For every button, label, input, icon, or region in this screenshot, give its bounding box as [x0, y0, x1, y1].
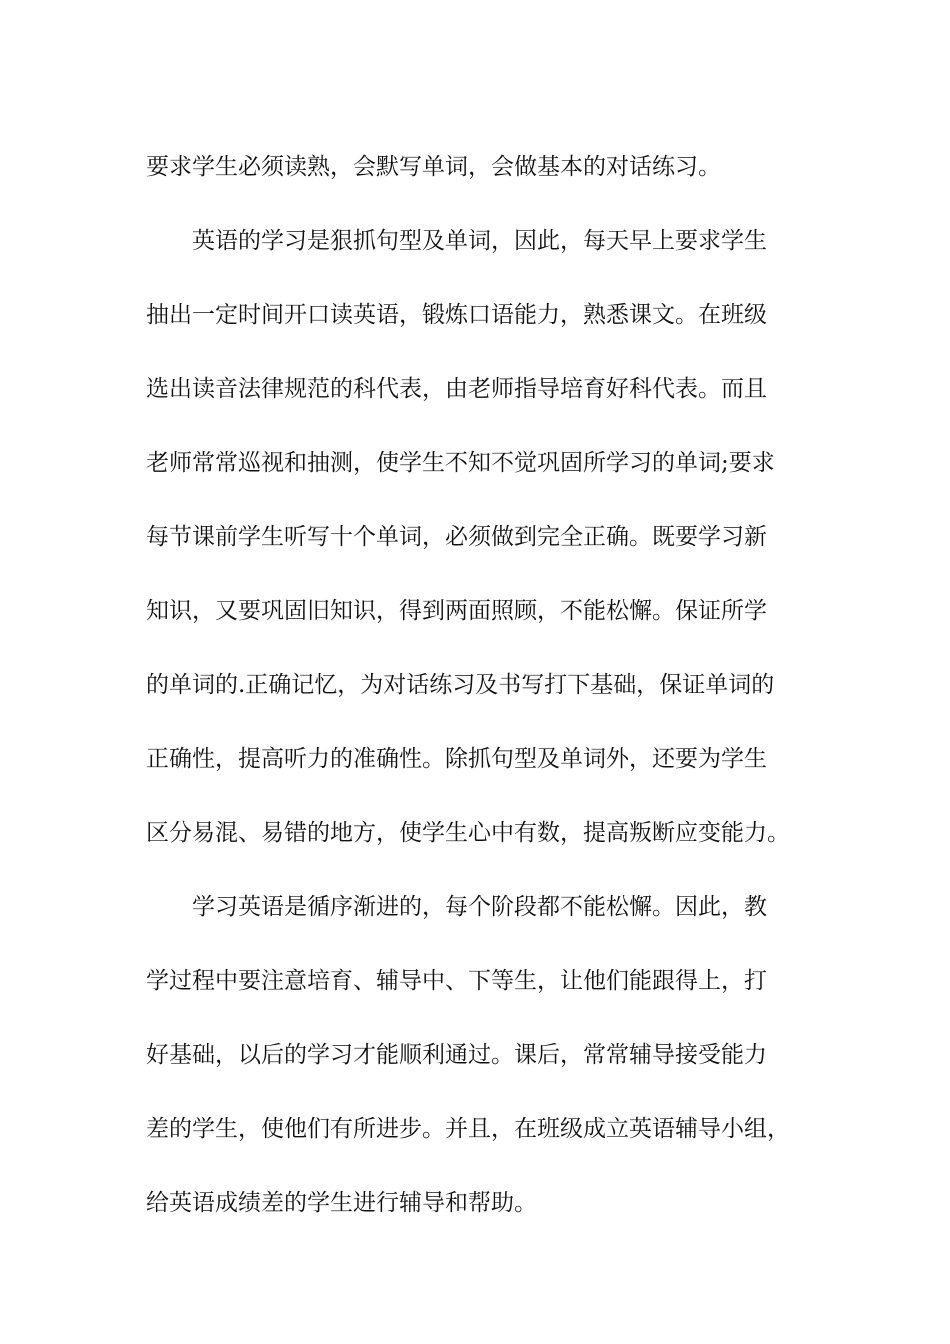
- text-line: 抽出一定时间开口读英语，锻炼口语能力，熟悉课文。在班级: [146, 302, 767, 328]
- text-line: 区分易混、易错的地方，使学生心中有数，提高叛断应变能力。: [146, 820, 790, 846]
- text-line: 差的学生，使他们有所进步。并且，在班级成立英语辅导小组，: [146, 1116, 790, 1142]
- text-line: 好基础，以后的学习才能顺利通过。课后，常常辅导接受能力: [146, 1042, 767, 1068]
- paragraph-first-line: 学习英语是循序渐进的，每个阶段都不能松懈。因此，教: [192, 894, 767, 920]
- text-line: 选出读音法律规范的科代表，由老师指导培育好科代表。而且: [146, 376, 767, 402]
- text-line: 的单词的.正确记忆，为对话练习及书写打下基础，保证单词的: [146, 672, 775, 698]
- paragraph-first-line: 英语的学习是狠抓句型及单词，因此，每天早上要求学生: [192, 228, 767, 254]
- text-line: 正确性，提高听力的准确性。除抓句型及单词外，还要为学生: [146, 746, 767, 772]
- text-line: 要求学生必须读熟，会默写单词，会做基本的对话练习。: [146, 154, 721, 180]
- text-line: 知识，又要巩固旧知识，得到两面照顾，不能松懈。保证所学: [146, 598, 767, 624]
- text-line: 每节课前学生听写十个单词，必须做到完全正确。既要学习新: [146, 524, 767, 550]
- text-line: 老师常常巡视和抽测，使学生不知不觉巩固所学习的单词;要求: [146, 450, 775, 476]
- body-text: [146, 130, 826, 1240]
- text-line: 给英语成绩差的学生进行辅导和帮助。: [146, 1190, 537, 1216]
- text-line: 学过程中要注意培育、辅导中、下等生，让他们能跟得上，打: [146, 968, 767, 994]
